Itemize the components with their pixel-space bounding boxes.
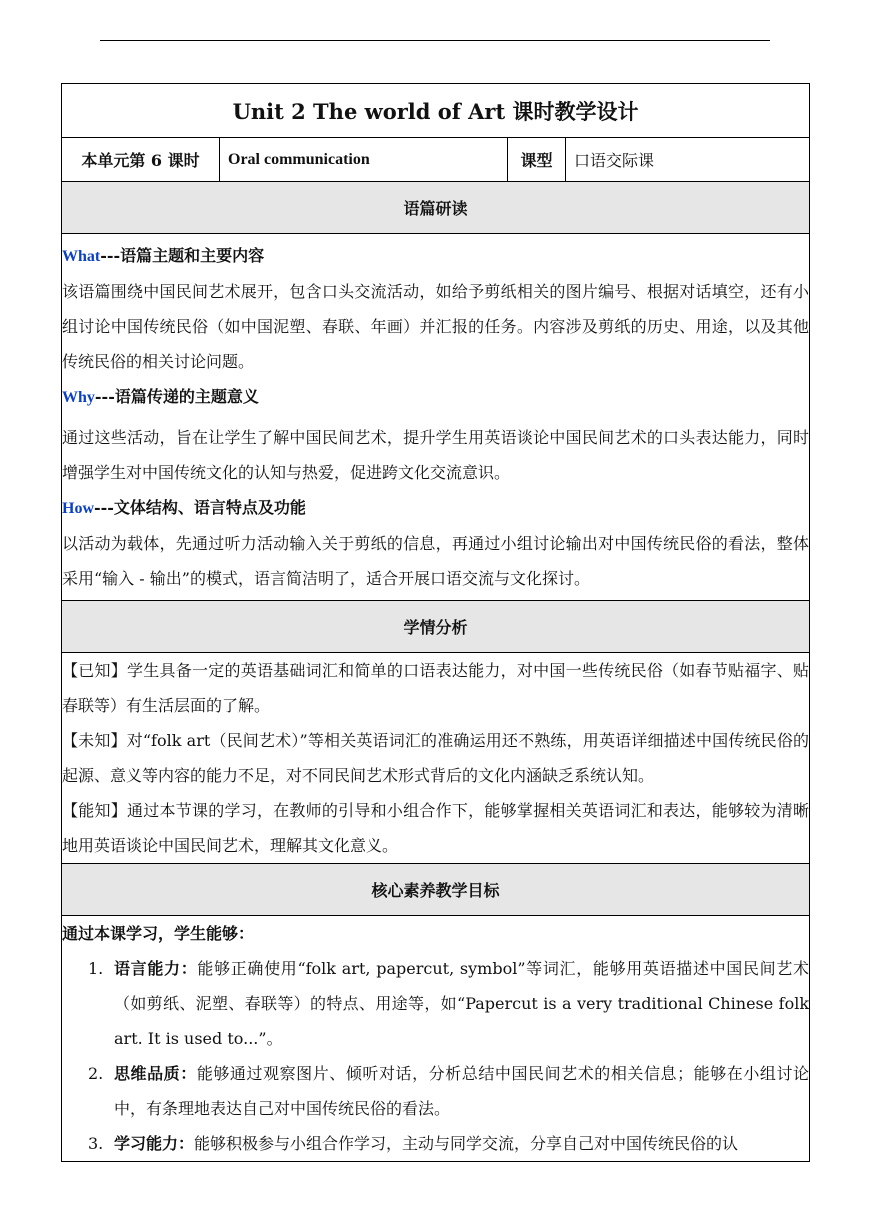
lesson-type-value: 口语交际课 bbox=[566, 138, 810, 182]
learner-analysis-body bbox=[62, 653, 810, 864]
objectives-intro: 通过本课学习，学生能够： bbox=[62, 924, 255, 943]
lesson-topic: Oral communication bbox=[220, 138, 508, 182]
objective-label: 学习能力： bbox=[114, 1134, 195, 1153]
objective-number: 3. bbox=[88, 1134, 104, 1153]
why-heading bbox=[62, 379, 809, 415]
objective-number: 1. bbox=[88, 959, 104, 978]
objectives-list bbox=[62, 951, 809, 1161]
able-text: 【能知】通过本节课的学习，在教师的引导和小组合作下，能够掌握相关英语词汇和表达，能够较为清晰地用英语谈论中国民间艺术，理解其文化意义。 bbox=[62, 801, 810, 855]
objective-label: 语言能力： bbox=[114, 959, 198, 978]
why-text: 通过这些活动，旨在让学生了解中国民间艺术，提升学生用英语谈论中国民间艺术的口头表达能力，同时增强学生对中国传统文化的认知与热爱，促进跨文化交流意识。 bbox=[62, 428, 810, 482]
why-title: ---语篇传递的主题意义 bbox=[94, 387, 259, 406]
objectives-body bbox=[62, 916, 810, 1162]
section-heading-learner-analysis: 学情分析 bbox=[62, 601, 810, 653]
objective-text: 能够通过观察图片、倾听对话，分析总结中国民间艺术的相关信息；能够在小组讨论中，有条理地表达自己对中国传统民俗的看法。 bbox=[114, 1064, 810, 1118]
objective-number: 2. bbox=[88, 1064, 104, 1083]
objective-label: 思维品质： bbox=[114, 1064, 197, 1083]
section-heading-text-study: 语篇研读 bbox=[62, 182, 810, 234]
lesson-plan-table bbox=[61, 83, 810, 1162]
how-key: How bbox=[62, 500, 94, 517]
lesson-number: 本单元第 6 课时 bbox=[62, 138, 220, 182]
what-heading bbox=[62, 238, 809, 274]
what-title: ---语篇主题和主要内容 bbox=[100, 246, 265, 265]
objective-item bbox=[62, 1126, 809, 1161]
text-study-body bbox=[62, 234, 810, 601]
what-key: What bbox=[62, 248, 101, 265]
header-rule bbox=[100, 40, 770, 41]
objective-item bbox=[62, 951, 809, 1056]
why-key: Why bbox=[62, 389, 95, 406]
how-heading bbox=[62, 490, 809, 526]
lesson-type-label: 课型 bbox=[508, 138, 566, 182]
section-heading-objectives: 核心素养教学目标 bbox=[62, 864, 810, 916]
known-text: 【已知】学生具备一定的英语基础词汇和简单的口语表达能力，对中国一些传统民俗（如春节贴福字、贴春联等）有生活层面的了解。 bbox=[62, 661, 810, 715]
unknown-text: 【未知】对“folk art（民间艺术）”等相关英语词汇的准确运用还不熟练，用英语详细描述中国传统民俗的起源、意义等内容的能力不足，对不同民间艺术形式背后的文化内涵缺乏系统认知。 bbox=[62, 731, 810, 785]
how-title: ---文体结构、语言特点及功能 bbox=[94, 498, 306, 517]
what-text: 该语篇围绕中国民间艺术展开，包含口头交流活动，如给予剪纸相关的图片编号、根据对话填空，还有小组讨论中国传统民俗（如中国泥塑、春联、年画）并汇报的任务。内容涉及剪纸的历史、用途，以及其他传统民俗的相关讨论问题。 bbox=[62, 282, 810, 371]
how-text: 以活动为载体，先通过听力活动输入关于剪纸的信息，再通过小组讨论输出对中国传统民俗的看法，整体采用“输入 - 输出”的模式，语言简洁明了，适合开展口语交流与文化探讨。 bbox=[62, 534, 810, 588]
document-title: Unit 2 The world of Art 课时教学设计 bbox=[62, 84, 810, 138]
objective-text: 能够积极参与小组合作学习，主动与同学交流，分享自己对中国传统民俗的认 bbox=[194, 1134, 739, 1153]
objective-item bbox=[62, 1056, 809, 1126]
objective-text: 能够正确使用“folk art, papercut, symbol”等词汇，能够用英语描述中国民间艺术（如剪纸、泥塑、春联等）的特点、用途等，如“Papercut is a very traditional Chinese folk art. It is used to...”。 bbox=[114, 959, 810, 1048]
